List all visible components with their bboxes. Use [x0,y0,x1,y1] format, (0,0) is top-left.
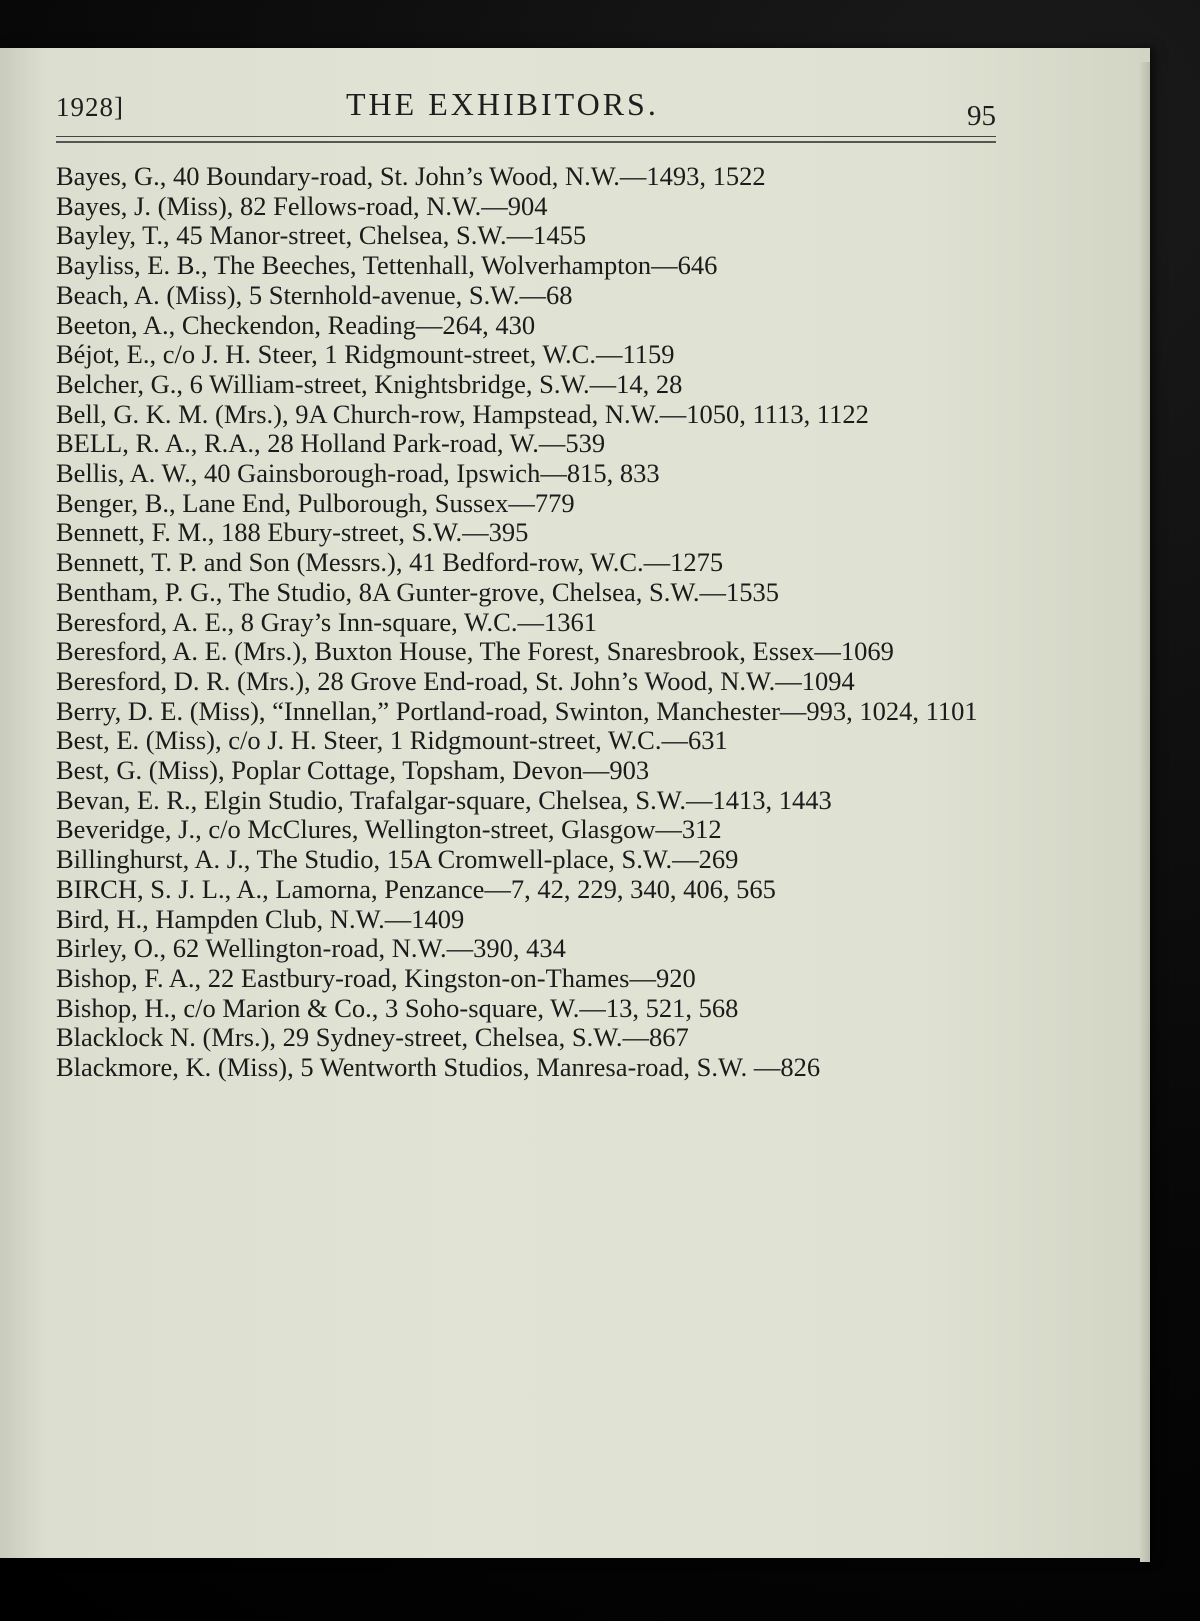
exhibitor-entry: Beach, A. (Miss), 5 Sternhold-avenue, S.W.—68 [56,279,573,310]
exhibitor-entry: Billinghurst, A. J., The Studio, 15A Cromwell-place, S.W.—269 [56,844,739,875]
page-number: 95 [967,100,996,132]
exhibitor-entry: Bayliss, E. B., The Beeches, Tettenhall, Wolverhampton—646 [56,250,718,281]
exhibitor-entry: Bell, G. K. M. (Mrs.), 9A Church-row, Hampstead, N.W.—1050, 1113, 1122 [56,398,869,429]
header-rule-thin [56,136,996,137]
exhibitor-entry: BELL, R. A., R.A., 28 Holland Park-road, W.—539 [56,428,606,459]
exhibitor-entry: Birley, O., 62 Wellington-road, N.W.—390, 434 [56,933,566,964]
exhibitor-entry: Beeton, A., Checkendon, Reading—264, 430 [56,309,536,340]
exhibitor-entry: Best, E. (Miss), c/o J. H. Steer, 1 Ridgmount-street, W.C.—631 [56,725,728,756]
exhibitor-entry: Berry, D. E. (Miss), “Innellan,” Portland-road, Swinton, Manchester—993, 1024, 1101 [56,695,978,726]
header-rule-thick [56,141,996,143]
exhibitor-entry: Blackmore, K. (Miss), 5 Wentworth Studios, Manresa-road, S.W. —826 [56,1052,821,1083]
exhibitor-entry: Bayes, G., 40 Boundary-road, St. John’s Wood, N.W.—1493, 1522 [56,161,766,191]
running-title: THE EXHIBITORS. [346,86,659,122]
exhibitor-entry: Blacklock N. (Mrs.), 29 Sydney-street, Chelsea, S.W.—867 [56,1022,689,1053]
exhibitor-entry: Beresford, A. E., 8 Gray’s Inn-square, W.C.—1361 [56,606,597,637]
exhibitor-entry: BIRCH, S. J. L., A., Lamorna, Penzance—7, 42, 229, 340, 406, 565 [56,873,776,904]
exhibitor-entry: Bird, H., Hampden Club, N.W.—1409 [56,903,465,934]
exhibitor-entry: Bentham, P. G., The Studio, 8A Gunter-grove, Chelsea, S.W.—1535 [56,576,780,607]
exhibitor-entry: Bayley, T., 45 Manor-street, Chelsea, S.W.—1455 [56,220,587,251]
exhibitor-entry: Bishop, H., c/o Marion & Co., 3 Soho-square, W.—13, 521, 568 [56,992,739,1023]
exhibitor-entry: Belcher, G., 6 William-street, Knightsbridge, S.W.—14, 28 [56,368,683,399]
running-year: 1928] [56,92,124,122]
exhibitor-entry: Bellis, A. W., 40 Gainsborough-road, Ipswich—815, 833 [56,458,660,489]
exhibitor-entry: Bishop, F. A., 22 Eastbury-road, Kingston-on-Thames—920 [56,962,696,993]
exhibitor-entry: Béjot, E., c/o J. H. Steer, 1 Ridgmount-street, W.C.—1159 [56,339,675,370]
exhibitor-entry: Bayes, J. (Miss), 82 Fellows-road, N.W.—904 [56,190,548,221]
exhibitor-entry: Beresford, A. E. (Mrs.), Buxton House, The Forest, Snaresbrook, Essex—1069 [56,636,894,667]
running-header [56,80,996,130]
exhibitor-entry: Beresford, D. R. (Mrs.), 28 Grove End-road, St. John’s Wood, N.W.—1094 [56,665,855,696]
exhibitor-entry: Bevan, E. R., Elgin Studio, Trafalgar-square, Chelsea, S.W.—1413, 1443 [56,784,832,815]
exhibitor-entry: Best, G. (Miss), Poplar Cottage, Topsham, Devon—903 [56,755,650,786]
exhibitor-entry: Bennett, T. P. and Son (Messrs.), 41 Bedford-row, W.C.—1275 [56,547,724,578]
page-edge [1140,62,1150,1562]
exhibitor-list [56,162,1016,1083]
exhibitor-entry: Bennett, F. M., 188 Ebury-street, S.W.—395 [56,517,529,548]
exhibitor-entry: Benger, B., Lane End, Pulborough, Sussex—779 [56,487,575,518]
exhibitor-entry: Beveridge, J., c/o McClures, Wellington-street, Glasgow—312 [56,814,722,845]
